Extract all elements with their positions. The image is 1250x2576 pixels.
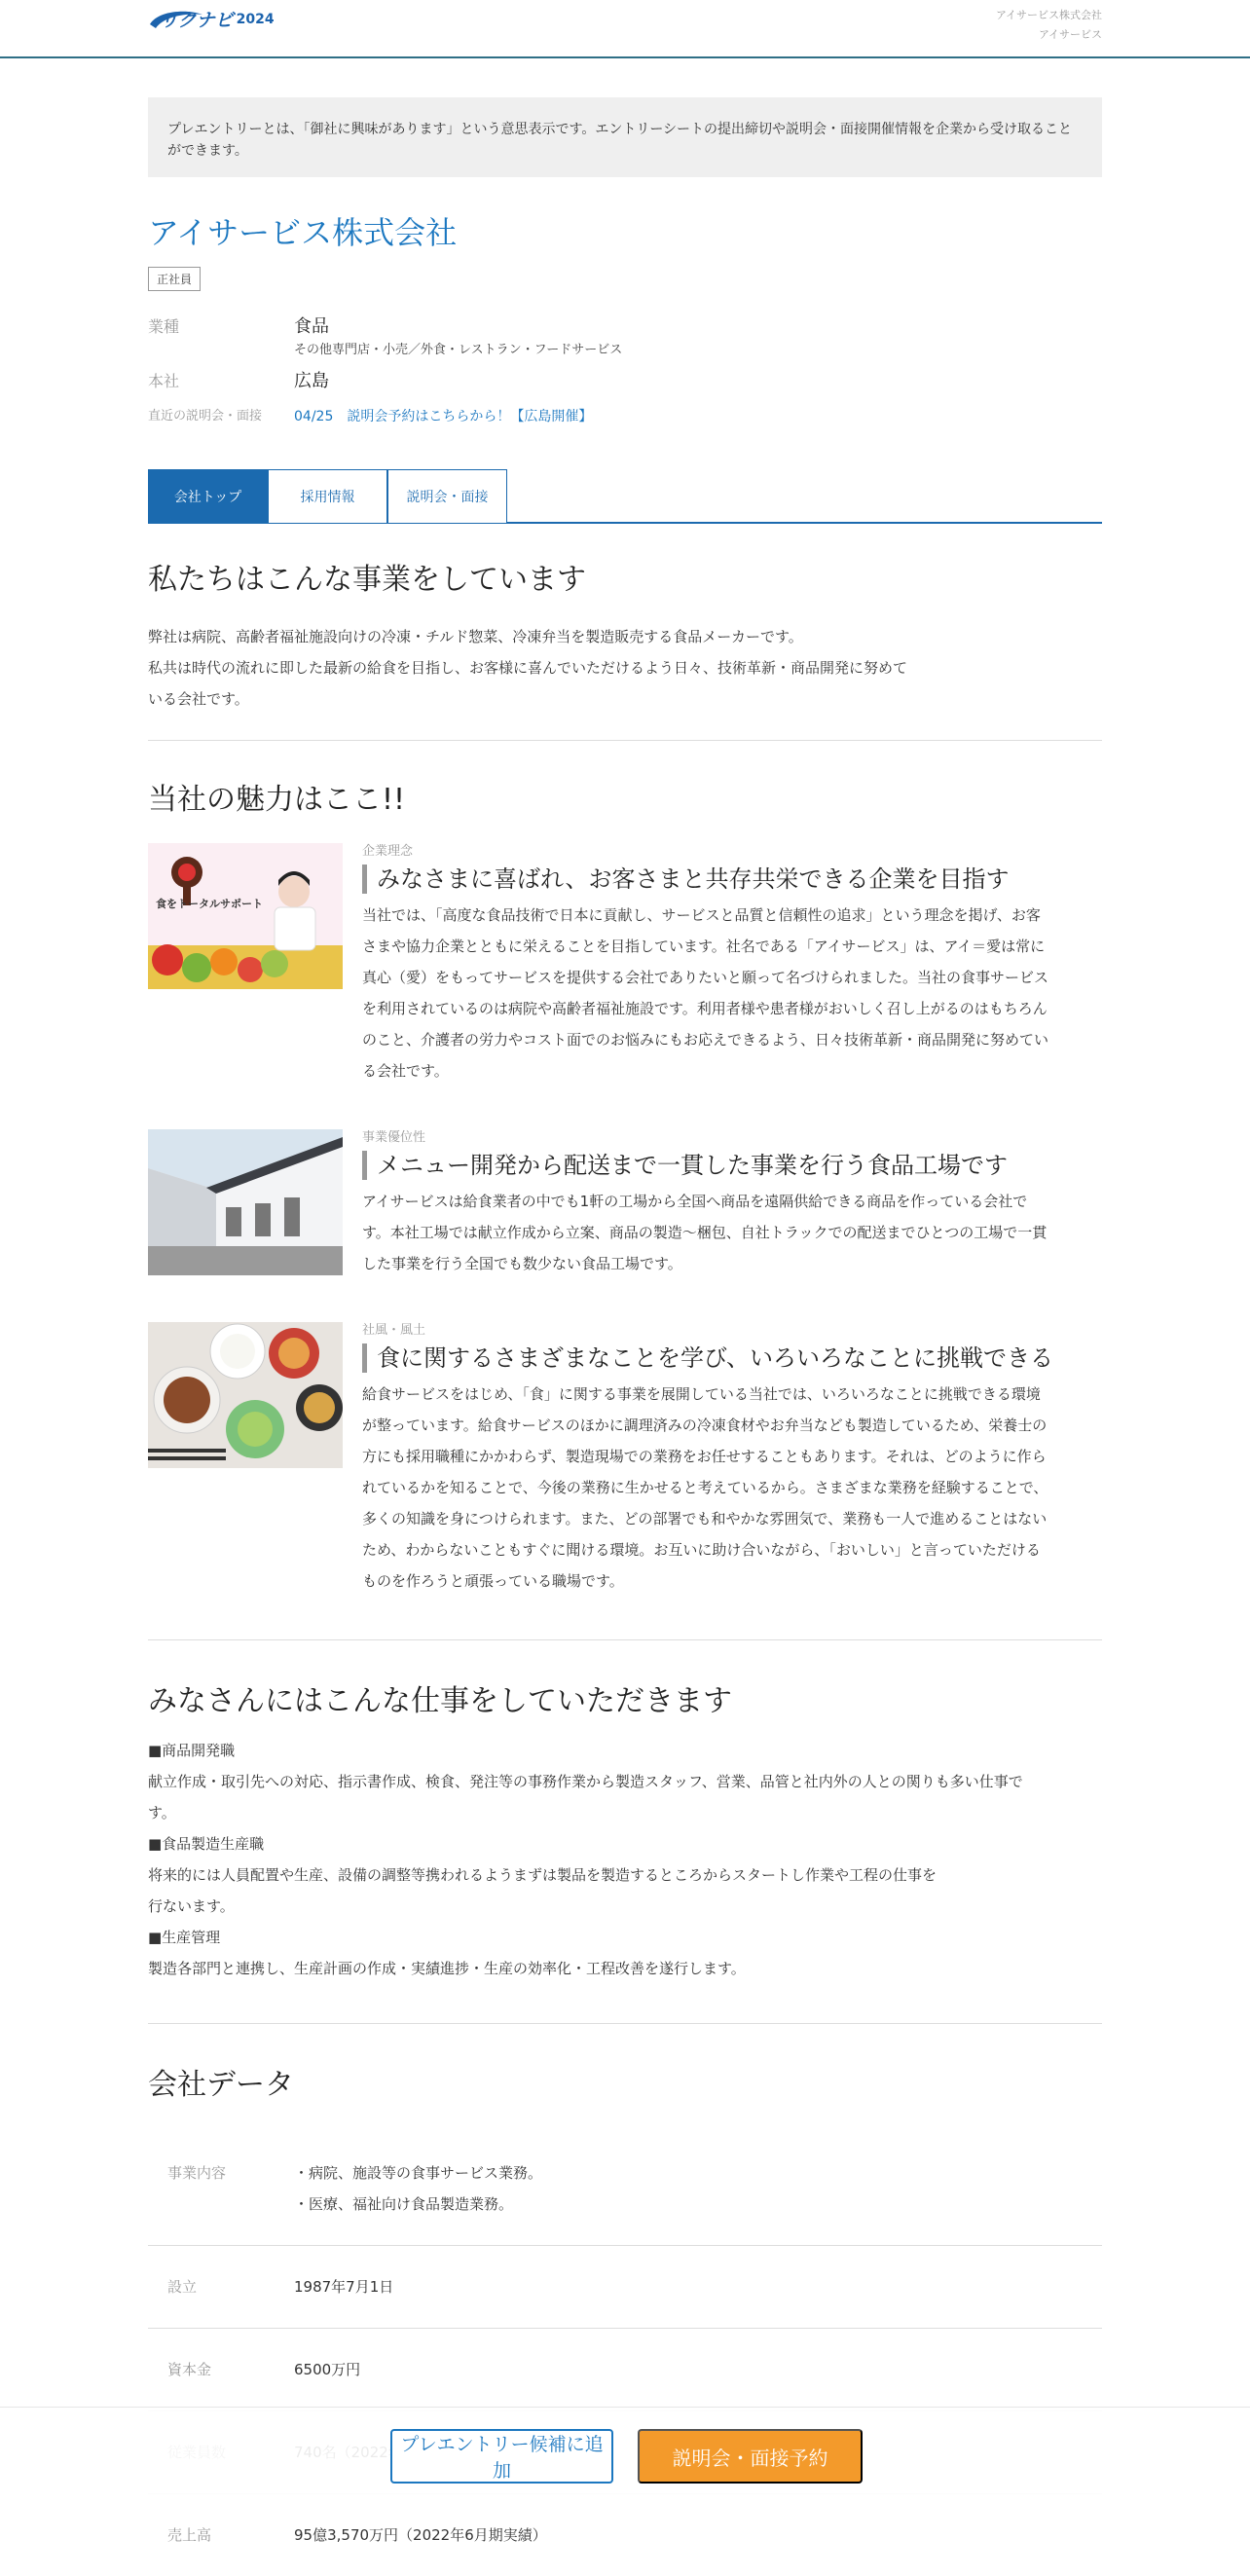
preentry-notice: プレエントリーとは、「御社に興味があります」という意思表示です。エントリーシートの提出締切や説明会・面接開催情報を企業から受け取ることができます。: [148, 97, 1102, 177]
industry-value: 食品: [294, 316, 329, 337]
employment-type-badge: 正社員: [148, 267, 201, 291]
company-data-value: [294, 2157, 542, 2220]
company-data-line: ・病院、施設等の食事サービス業務。: [294, 2164, 543, 2182]
site-header: [0, 0, 1250, 58]
company-data-value: 95億3,570万円（2022年6月期実績）: [294, 2526, 547, 2544]
job-line: す。: [148, 1804, 176, 1822]
appeal-line: アイサービスは給食業者の中でも1軒の工場から全国へ商品を遠隔供給できる商品を作っている会社で: [362, 1193, 1028, 1210]
industry-label: 業種: [148, 317, 180, 336]
company-data-row: [148, 2132, 1102, 2246]
header-company-short: アイサービス: [1038, 28, 1102, 41]
next-seminar-label: 直近の説明会・面接: [148, 409, 263, 423]
seminar-reserve-button[interactable]: 説明会・面接予約: [638, 2429, 863, 2484]
company-data-value: 6500万円: [294, 2361, 361, 2378]
industry-row: [148, 313, 1102, 360]
company-data-key: 資本金: [167, 2361, 212, 2378]
appeal-item-title: みなさまに喜ばれ、お客さまと共存共栄できる企業を目指す: [362, 865, 1102, 894]
job-line: 将来的には人員配置や生産、設備の調整等携われるようまずは製品を製造するところからスタートし作業や工程の仕事を: [148, 1866, 938, 1884]
appeal-line: す。本社工場では献立作成から立案、商品の製造～梱包、自社トラックでの配送までひとつの工場で一貫: [362, 1224, 1048, 1241]
appeal-item-title: 食に関するさまざまなことを学び、いろいろなことに挑戦できる: [362, 1343, 1102, 1373]
job-heading: ■食品製造生産職: [148, 1835, 265, 1853]
appeal-line: 方にも採用職種にかかわらず、製造現場での業務をお任せすることもあります。それは、どのように作ら: [362, 1448, 1047, 1465]
tab-seminar[interactable]: 説明会・面接: [387, 469, 507, 523]
company-data-title: 会社データ: [148, 2068, 294, 2102]
divider: [148, 740, 1102, 741]
appeal-item-text: [362, 1186, 1102, 1279]
divider: [148, 2023, 1102, 2024]
job-line: 製造各部門と連携し、生産計画の作成・実績進捗・生産の効率化・工程改善を遂行します。: [148, 1960, 746, 1977]
company-info: [148, 313, 1102, 438]
appeal-item-title: メニュー開発から配送まで一貫した事業を行う食品工場です: [362, 1151, 1102, 1180]
job-heading: ■商品開発職: [148, 1742, 236, 1759]
header-company-info: [996, 6, 1102, 45]
factory-image: [148, 1129, 343, 1275]
business-line: 弊社は病院、高齢者福祉施設向けの冷凍・チルド惣菜、冷凍弁当を製造販売する食品メーカーです。: [148, 628, 803, 645]
company-data-line: ・医療、福祉向け食品製造業務。: [294, 2195, 514, 2213]
company-tabs: [148, 469, 1102, 524]
appeal-item-text: [362, 1379, 1102, 1597]
appeal-line: が整っています。給食サービスのほかに調理済みの冷凍食材やお弁当なども製造しているため、栄養士の: [362, 1417, 1048, 1434]
philosophy-image: [148, 843, 343, 989]
appeal-line: を利用されているのは病院や高齢者福祉施設です。利用者様や患者様がおいしく召し上がるのはもちろん: [362, 1000, 1048, 1017]
company-data-row: [148, 2246, 1102, 2329]
business-text: [148, 621, 1102, 715]
company-data-key: 売上高: [167, 2526, 212, 2544]
meal-image: [148, 1322, 343, 1468]
appeal-item-text: [362, 900, 1102, 1086]
appeal-title: 当社の魅力はここ!!: [148, 783, 406, 817]
header-company-name: アイサービス株式会社: [995, 9, 1102, 21]
business-title: 私たちはこんな事業をしています: [148, 563, 586, 597]
hq-row: [148, 368, 1102, 395]
appeal-line: れているかを知ることで、今後の業務に生かせると考えているから。さまざまな業務を経験することで、: [362, 1479, 1048, 1496]
business-line: いる会社です。: [148, 690, 249, 708]
appeal-category: 事業優位性: [362, 1130, 426, 1145]
appeal-line: さまや協力企業とともに栄えることを目指しています。社名である「アイサービス」は、アイ＝愛は常に: [362, 938, 1046, 955]
appeal-line: る会社です。: [362, 1062, 449, 1080]
logo-text: リクナビ: [160, 10, 234, 31]
appeal-line: した事業を行う全国でも数少ない食品工場です。: [362, 1255, 682, 1272]
appeal-line: 真心（愛）をもってサービスを提供する会社でありたいと願って名づけられました。当社の食事サービス: [362, 969, 1049, 986]
company-name: アイサービス株式会社: [148, 214, 458, 251]
appeal-line: 給食サービスをはじめ、「食」に関する事業を展開している当社では、いろいろなことに挑戦できる環境: [362, 1385, 1041, 1403]
company-data-row: [148, 2494, 1102, 2576]
job-line: 行ないます。: [148, 1897, 235, 1915]
industry-sub: その他専門店・小売／外食・レストラン・フードサービス: [294, 343, 623, 357]
company-data-key: 設立: [167, 2278, 198, 2296]
job-line: 献立作成・取引先への対応、指示書作成、検食、発注等の事務作業から製造スタッフ、営業、品管と社内外の人との関りも多い仕事で: [148, 1773, 1023, 1790]
bottom-action-bar: [0, 2407, 1250, 2500]
logo-year: 2024: [236, 11, 275, 27]
company-data-value: 1987年7月1日: [294, 2278, 394, 2296]
company-data-table: [148, 2132, 1102, 2576]
appeal-category: 社風・風土: [362, 1323, 426, 1338]
appeal-category: 企業理念: [362, 844, 414, 859]
job-heading: ■生産管理: [148, 1929, 221, 1946]
hq-label: 本社: [148, 372, 180, 390]
tab-recruit-info[interactable]: 採用情報: [268, 469, 387, 523]
preentry-button[interactable]: プレエントリー候補に追加: [390, 2429, 613, 2484]
company-data-key: 事業内容: [167, 2164, 227, 2182]
divider: [148, 1639, 1102, 1640]
next-seminar-link[interactable]: 04/25 説明会予約はこちらから！【広島開催】: [294, 409, 593, 424]
rikunabi-logo[interactable]: [148, 6, 275, 32]
appeal-line: ため、わからないこともすぐに聞ける環境。お互いに助け合いながら、「おいしい」と言っていただける: [362, 1541, 1041, 1559]
philosophy-image-caption: 食をトータルサポート: [156, 898, 263, 910]
jobs-title: みなさんにはこんな仕事をしていただきます: [148, 1684, 732, 1718]
tab-company-top[interactable]: 会社トップ: [148, 469, 268, 523]
next-seminar-row: [148, 403, 1102, 430]
hq-value: 広島: [294, 371, 329, 391]
jobs-text: [148, 1735, 1102, 1984]
company-data-row: [148, 2329, 1102, 2411]
business-line: 私共は時代の流れに即した最新の給食を目指し、お客様に喜んでいただけるよう日々、技術革新・商品開発に努めて: [148, 659, 908, 677]
appeal-line: 当社では、「高度な食品技術で日本に貢献し、サービスと品質と信頼性の追求」という理念を掲げ、お客: [362, 906, 1041, 924]
appeal-line: のこと、介護者の労力やコスト面でのお悩みにもお応えできるよう、日々技術革新・商品開発に努めてい: [362, 1031, 1049, 1049]
appeal-line: 多くの知識を身につけられます。また、どの部署でも和やかな雰囲気で、業務も一人で進めることはない: [362, 1510, 1048, 1527]
appeal-line: ものを作ろうと頑張っている職場です。: [362, 1572, 624, 1590]
